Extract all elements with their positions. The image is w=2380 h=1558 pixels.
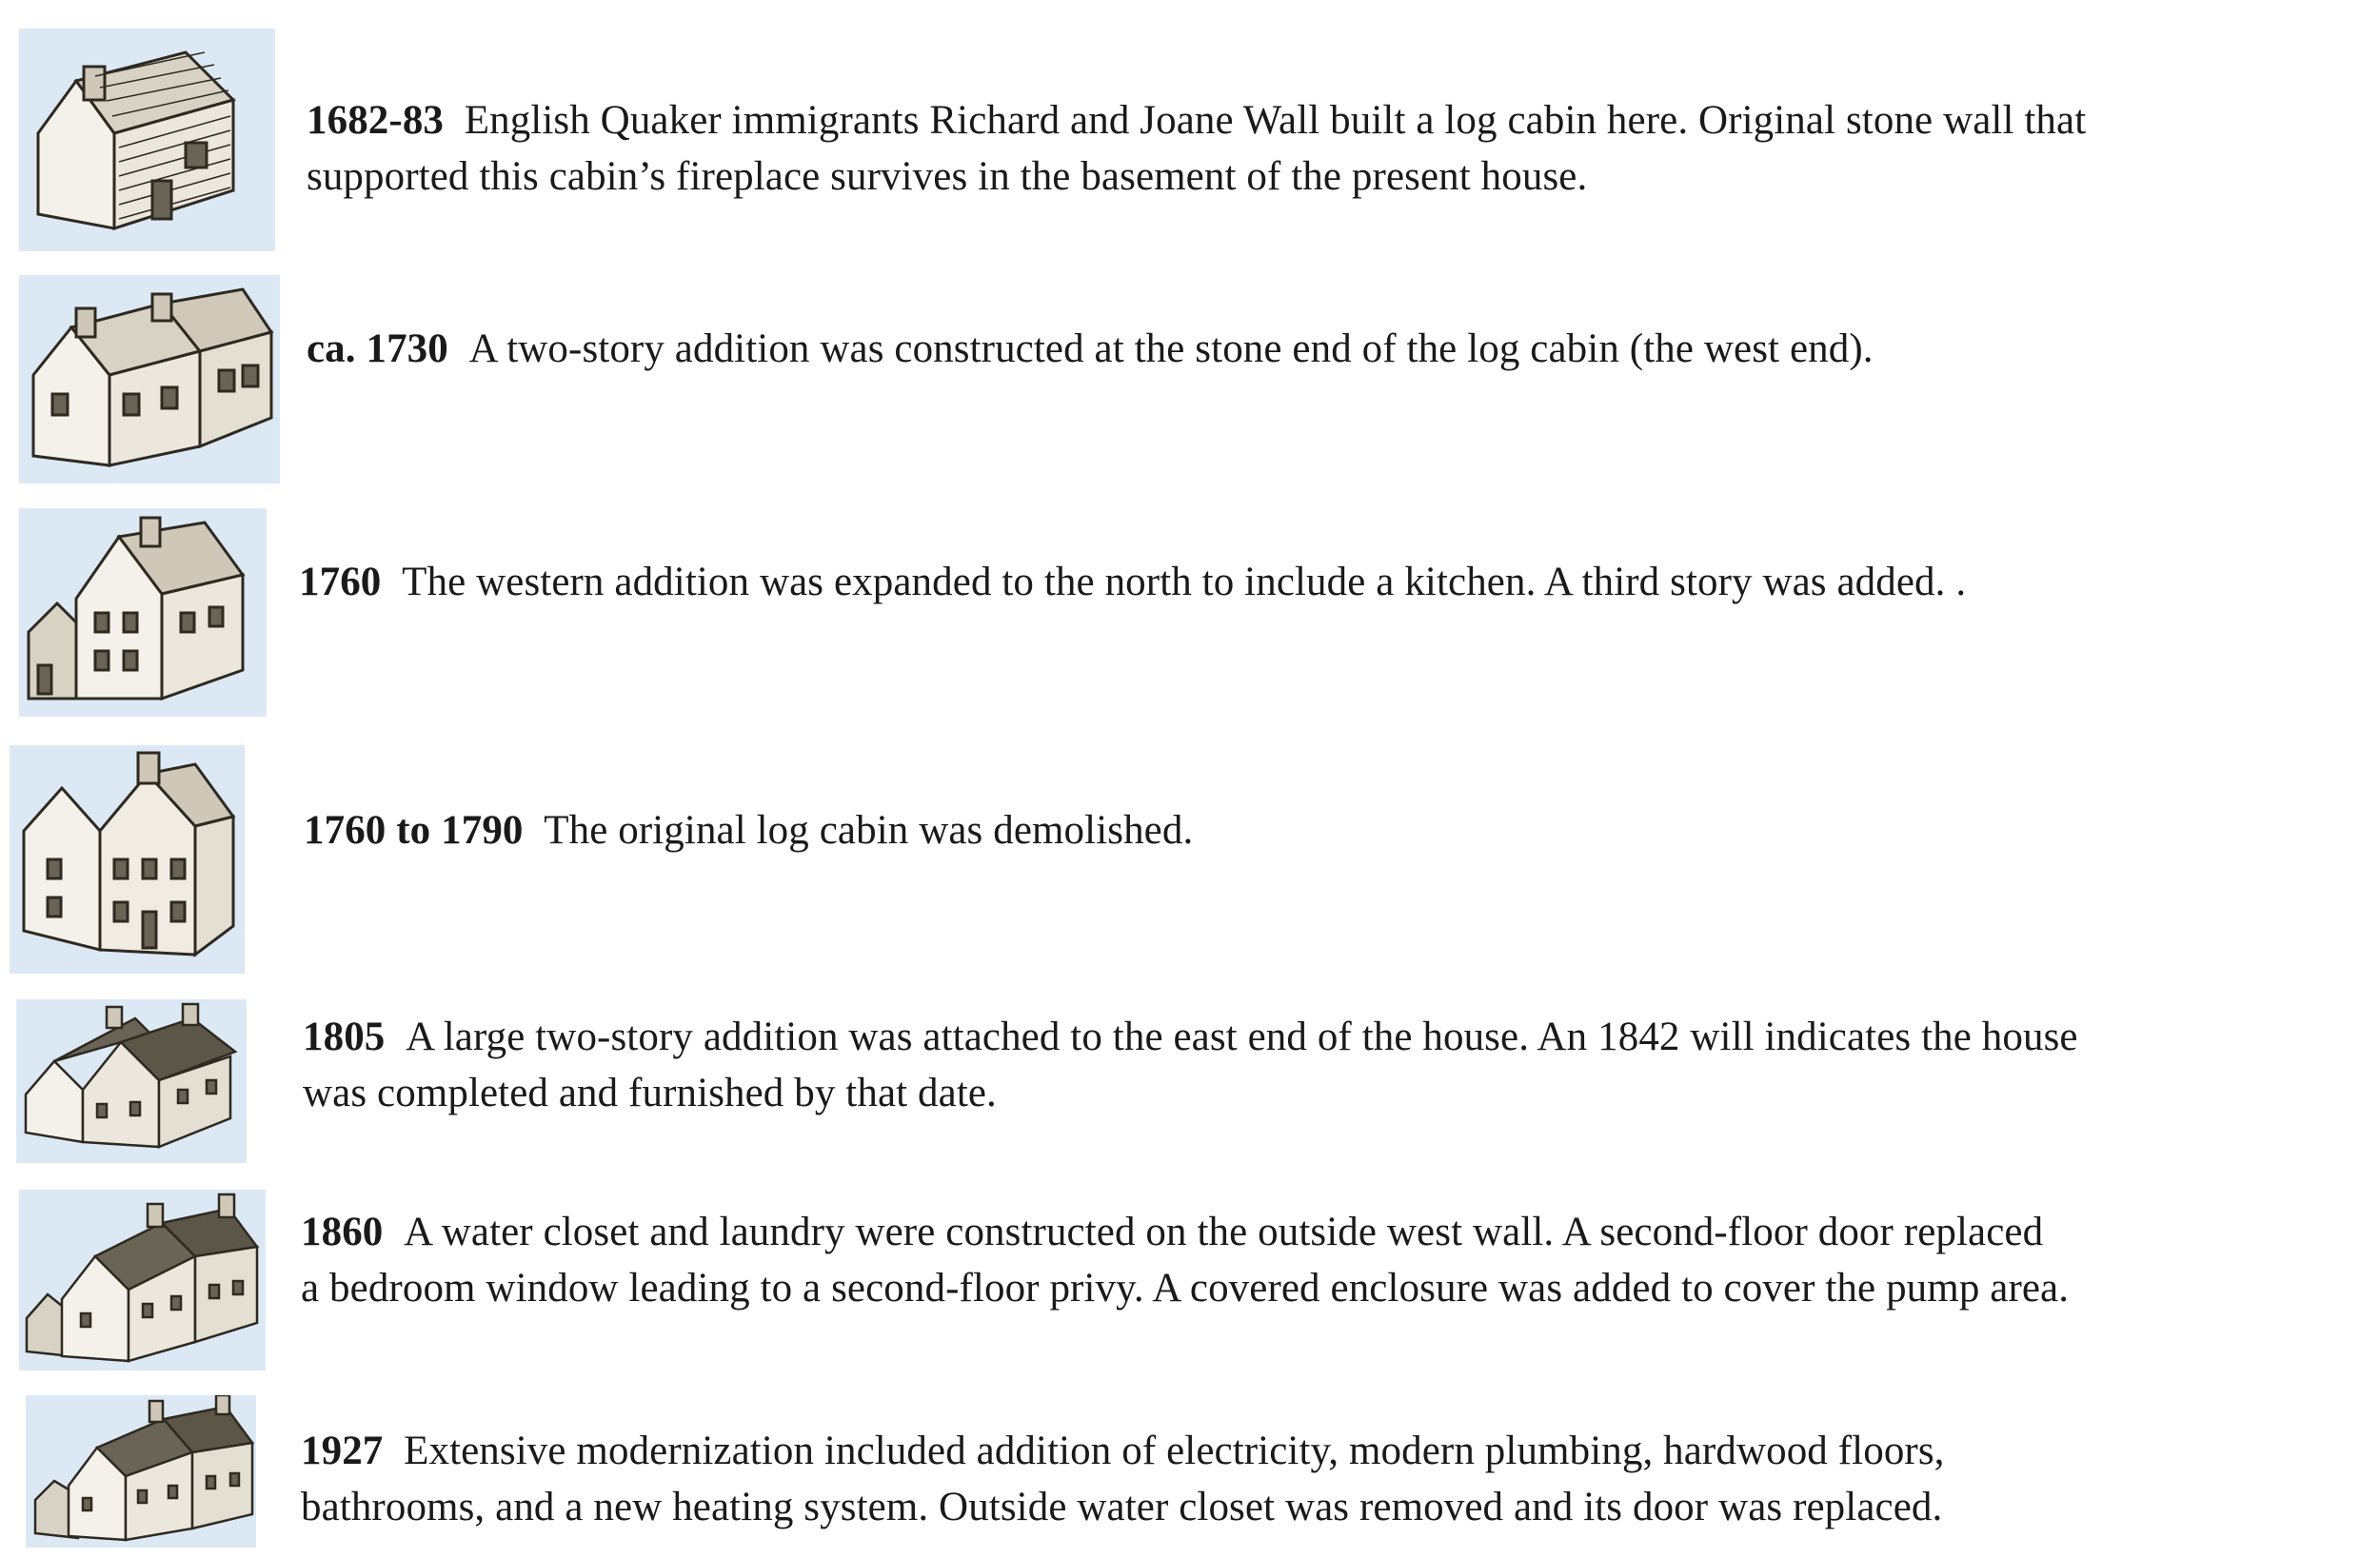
entry-description-line-1: Extensive modernization included addition of electricity, modern plumbing, hardwood floors, — [404, 1429, 1945, 1473]
entry-year: 1805 — [303, 1015, 386, 1059]
entry-description-line-2: bathrooms, and a new heating system. Outside water closet was removed and its door was replaced. — [301, 1485, 1943, 1529]
house-1805-icon — [16, 999, 247, 1163]
entry-description-line-2: supported this cabin’s fireplace survives in the basement of the present house. — [307, 154, 1588, 199]
entry-description-line-1: English Quaker immigrants Richard and Joane Wall built a log cabin here. Original stone wall that — [464, 98, 2087, 143]
entry-description-line-2: a bedroom window leading to a second-floor privy. A covered enclosure was added to cover the pump area. — [301, 1266, 2070, 1311]
entry-description-line-1: A water closet and laundry were constructed on the outside west wall. A second-floor door replaced — [404, 1210, 2044, 1254]
log-cabin-1682-icon — [19, 29, 275, 251]
house-1760-icon — [19, 508, 267, 717]
house-1730-icon — [19, 275, 280, 483]
entry-description-line-2: was completed and furnished by that date. — [303, 1071, 997, 1115]
entry-description-line-1: The original log cabin was demolished. — [544, 808, 1194, 853]
entry-description-line-1: A large two-story addition was attached to the east end of the house. An 1842 will indicates the house — [406, 1015, 2078, 1059]
entry-year: 1860 — [301, 1210, 384, 1254]
entry-description-line-1: A two-story addition was constructed at the stone end of the log cabin (the west end). — [468, 326, 1874, 371]
house-1790-icon — [10, 745, 245, 974]
house-1927-icon — [26, 1395, 256, 1548]
entry-year: 1927 — [301, 1429, 384, 1473]
entry-year: ca. 1730 — [307, 326, 448, 371]
entry-year: 1682-83 — [307, 98, 445, 143]
house-1860-icon — [19, 1190, 266, 1371]
entry-year: 1760 — [299, 560, 382, 604]
entry-year: 1760 to 1790 — [304, 808, 524, 853]
entry-description-line-1: The western addition was expanded to the north to include a kitchen. A third story was added. . — [402, 560, 1967, 604]
